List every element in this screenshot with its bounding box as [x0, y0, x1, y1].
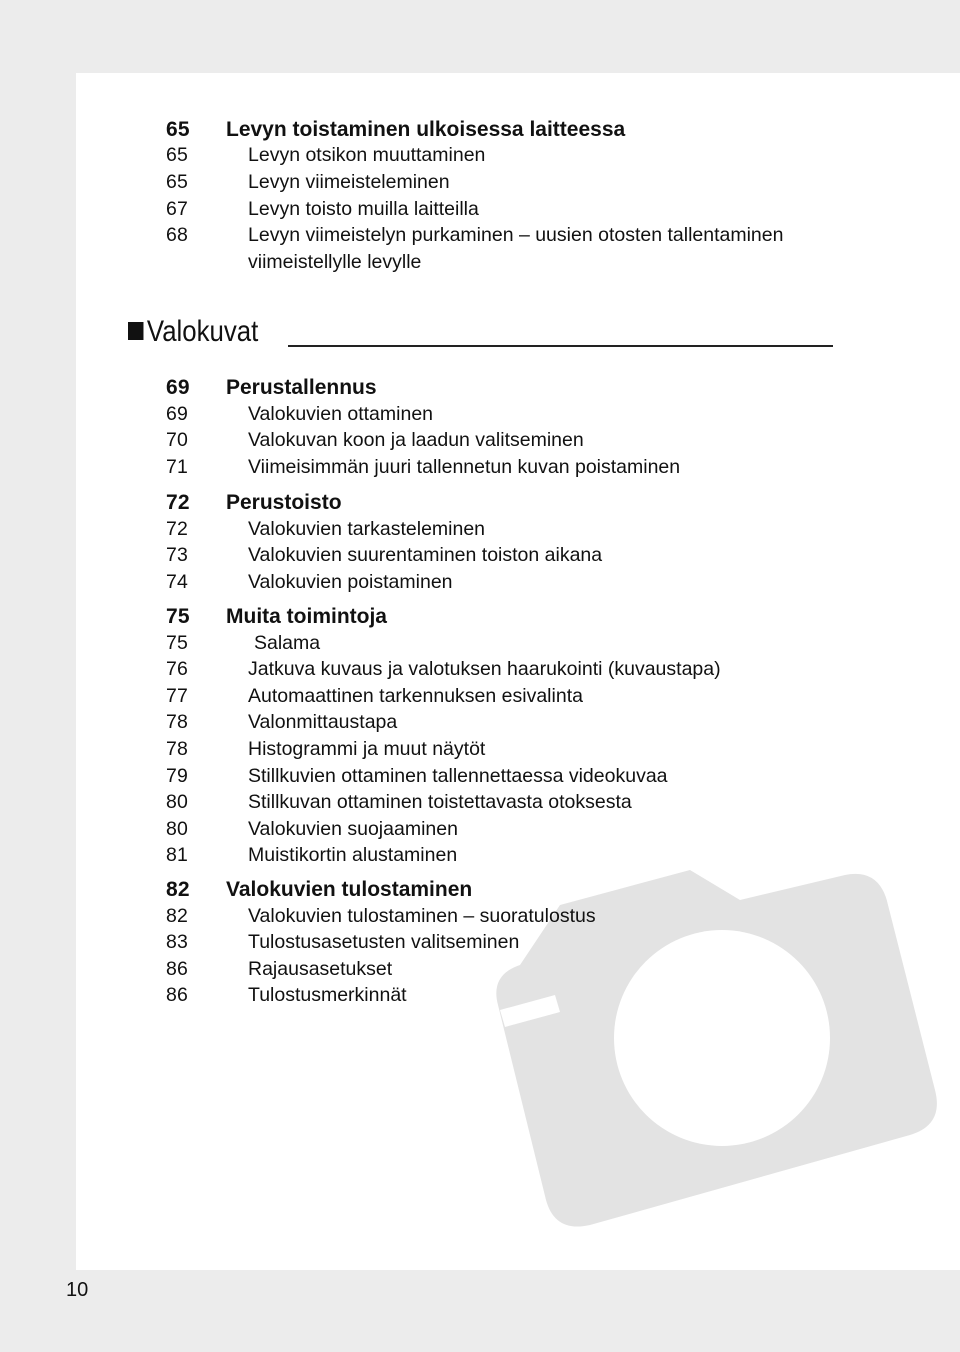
toc-entry-row	[0, 842, 960, 869]
toc-entry-title: Tulostusmerkinnät	[248, 984, 407, 1006]
section-rule	[288, 345, 833, 347]
toc-page-number: 79	[166, 765, 189, 787]
toc-page-number: 77	[166, 685, 189, 707]
toc-entry-title: Histogrammi ja muut näytöt	[248, 738, 486, 760]
toc-entry-title: Valokuvien suurentaminen toiston aikana	[248, 544, 603, 566]
toc-entry-title: Salama	[254, 632, 321, 654]
toc-page-number: 69	[166, 403, 189, 425]
toc-entry-title: Jatkuva kuvaus ja valotuksen haarukointi (kuvaustapa)	[248, 658, 721, 680]
toc-page-number: 82	[166, 905, 189, 927]
toc-page-number: 65	[166, 144, 189, 166]
toc-entry-row	[0, 142, 960, 169]
toc-entry-title: Levyn otsikon muuttaminen	[248, 144, 486, 166]
toc-entry-row	[0, 249, 960, 276]
section-title-text: Valokuvat	[146, 315, 259, 348]
toc-page-number: 72	[166, 491, 190, 514]
toc-entry-row	[0, 683, 960, 710]
toc-entry-row	[0, 454, 960, 481]
toc-heading-row	[0, 603, 960, 630]
toc-entry-row	[0, 222, 960, 249]
toc-page-number: 83	[166, 931, 189, 953]
toc-entry-title: Rajausasetukset	[248, 958, 393, 980]
toc-entry-title: Viimeisimmän juuri tallennetun kuvan poistaminen	[248, 456, 681, 478]
toc-entry-title: Valokuvien poistaminen	[248, 571, 453, 593]
toc-page-number: 75	[166, 605, 190, 628]
toc-entry-row	[0, 196, 960, 223]
toc-heading-row	[0, 489, 960, 516]
toc-page-number: 76	[166, 658, 189, 680]
toc-page-number: 71	[166, 456, 189, 478]
toc-page-number: 80	[166, 818, 189, 840]
toc-entry-title: Valokuvien tulostaminen	[226, 878, 473, 901]
toc-page-number: 67	[166, 198, 189, 220]
toc-entry-title: viimeistellylle levylle	[248, 251, 422, 273]
section-title	[128, 312, 258, 352]
toc-entry-row	[0, 169, 960, 196]
toc-entry-row	[0, 929, 960, 956]
toc-page-number: 80	[166, 791, 189, 813]
toc-entry-title: Automaattinen tarkennuksen esivalinta	[248, 685, 583, 707]
toc-entry-title: Valokuvien tarkasteleminen	[248, 518, 486, 540]
toc-entry-title: Valonmittaustapa	[248, 711, 398, 733]
toc-entry-row	[0, 516, 960, 543]
toc-entry-row	[0, 789, 960, 816]
toc-entry-title: Valokuvien tulostaminen – suoratulostus	[248, 905, 596, 927]
toc-page-number: 78	[166, 711, 189, 733]
toc-page-number: 82	[166, 878, 190, 901]
toc-entry-row	[0, 736, 960, 763]
toc-entry-row	[0, 763, 960, 790]
toc-entry-title: Muita toimintoja	[226, 605, 387, 628]
toc-heading-row	[0, 116, 960, 143]
toc-page-number: 86	[166, 958, 189, 980]
toc-page-number: 69	[166, 376, 190, 399]
toc-page-number: 78	[166, 738, 189, 760]
toc-page-number: 81	[166, 844, 189, 866]
toc-page-number: 86	[166, 984, 189, 1006]
toc-page-number: 65	[166, 171, 189, 193]
toc-page-number: 72	[166, 518, 189, 540]
toc-entry-title: Perustallennus	[226, 376, 377, 399]
toc-entry-row	[0, 401, 960, 428]
toc-entry-row	[0, 656, 960, 683]
toc-page-number: 74	[166, 571, 189, 593]
toc-page-number: 70	[166, 429, 189, 451]
toc-entry-title: Stillkuvan ottaminen toistettavasta otoksesta	[248, 791, 632, 813]
toc-entry-title: Levyn viimeistelyn purkaminen – uusien otosten tallentaminen	[248, 224, 784, 246]
toc-entry-title: Valokuvien ottaminen	[248, 403, 434, 425]
toc-entry-row	[0, 630, 960, 657]
toc-entry-title: Perustoisto	[226, 491, 342, 514]
toc-entry-title: Stillkuvien ottaminen tallennettaessa videokuvaa	[248, 765, 668, 787]
toc-heading-row	[0, 876, 960, 903]
toc-entry-row	[0, 427, 960, 454]
toc-heading-row	[0, 374, 960, 401]
toc-page-number: 75	[166, 632, 189, 654]
page-number: 10	[66, 1279, 89, 1301]
toc-entry-title: Valokuvan koon ja laadun valitseminen	[248, 429, 584, 451]
toc-entry-title: Levyn toistaminen ulkoisessa laitteessa	[226, 118, 626, 141]
toc-page-number: 73	[166, 544, 189, 566]
toc-entry-title: Muistikortin alustaminen	[248, 844, 458, 866]
toc-entry-row	[0, 816, 960, 843]
square-bullet-icon	[128, 322, 143, 340]
toc-page-number: 68	[166, 224, 189, 246]
toc-entry-row	[0, 569, 960, 596]
toc-entry-row	[0, 982, 960, 1009]
toc-entry-title: Levyn viimeisteleminen	[248, 171, 450, 193]
toc-entry-title: Valokuvien suojaaminen	[248, 818, 458, 840]
toc-page-number: 65	[166, 118, 190, 141]
toc-entry-title: Levyn toisto muilla laitteilla	[248, 198, 479, 220]
toc-entry-title: Tulostusasetusten valitseminen	[248, 931, 520, 953]
toc-entry-row	[0, 956, 960, 983]
toc-entry-row	[0, 903, 960, 930]
toc-entry-row	[0, 542, 960, 569]
toc-entry-row	[0, 709, 960, 736]
